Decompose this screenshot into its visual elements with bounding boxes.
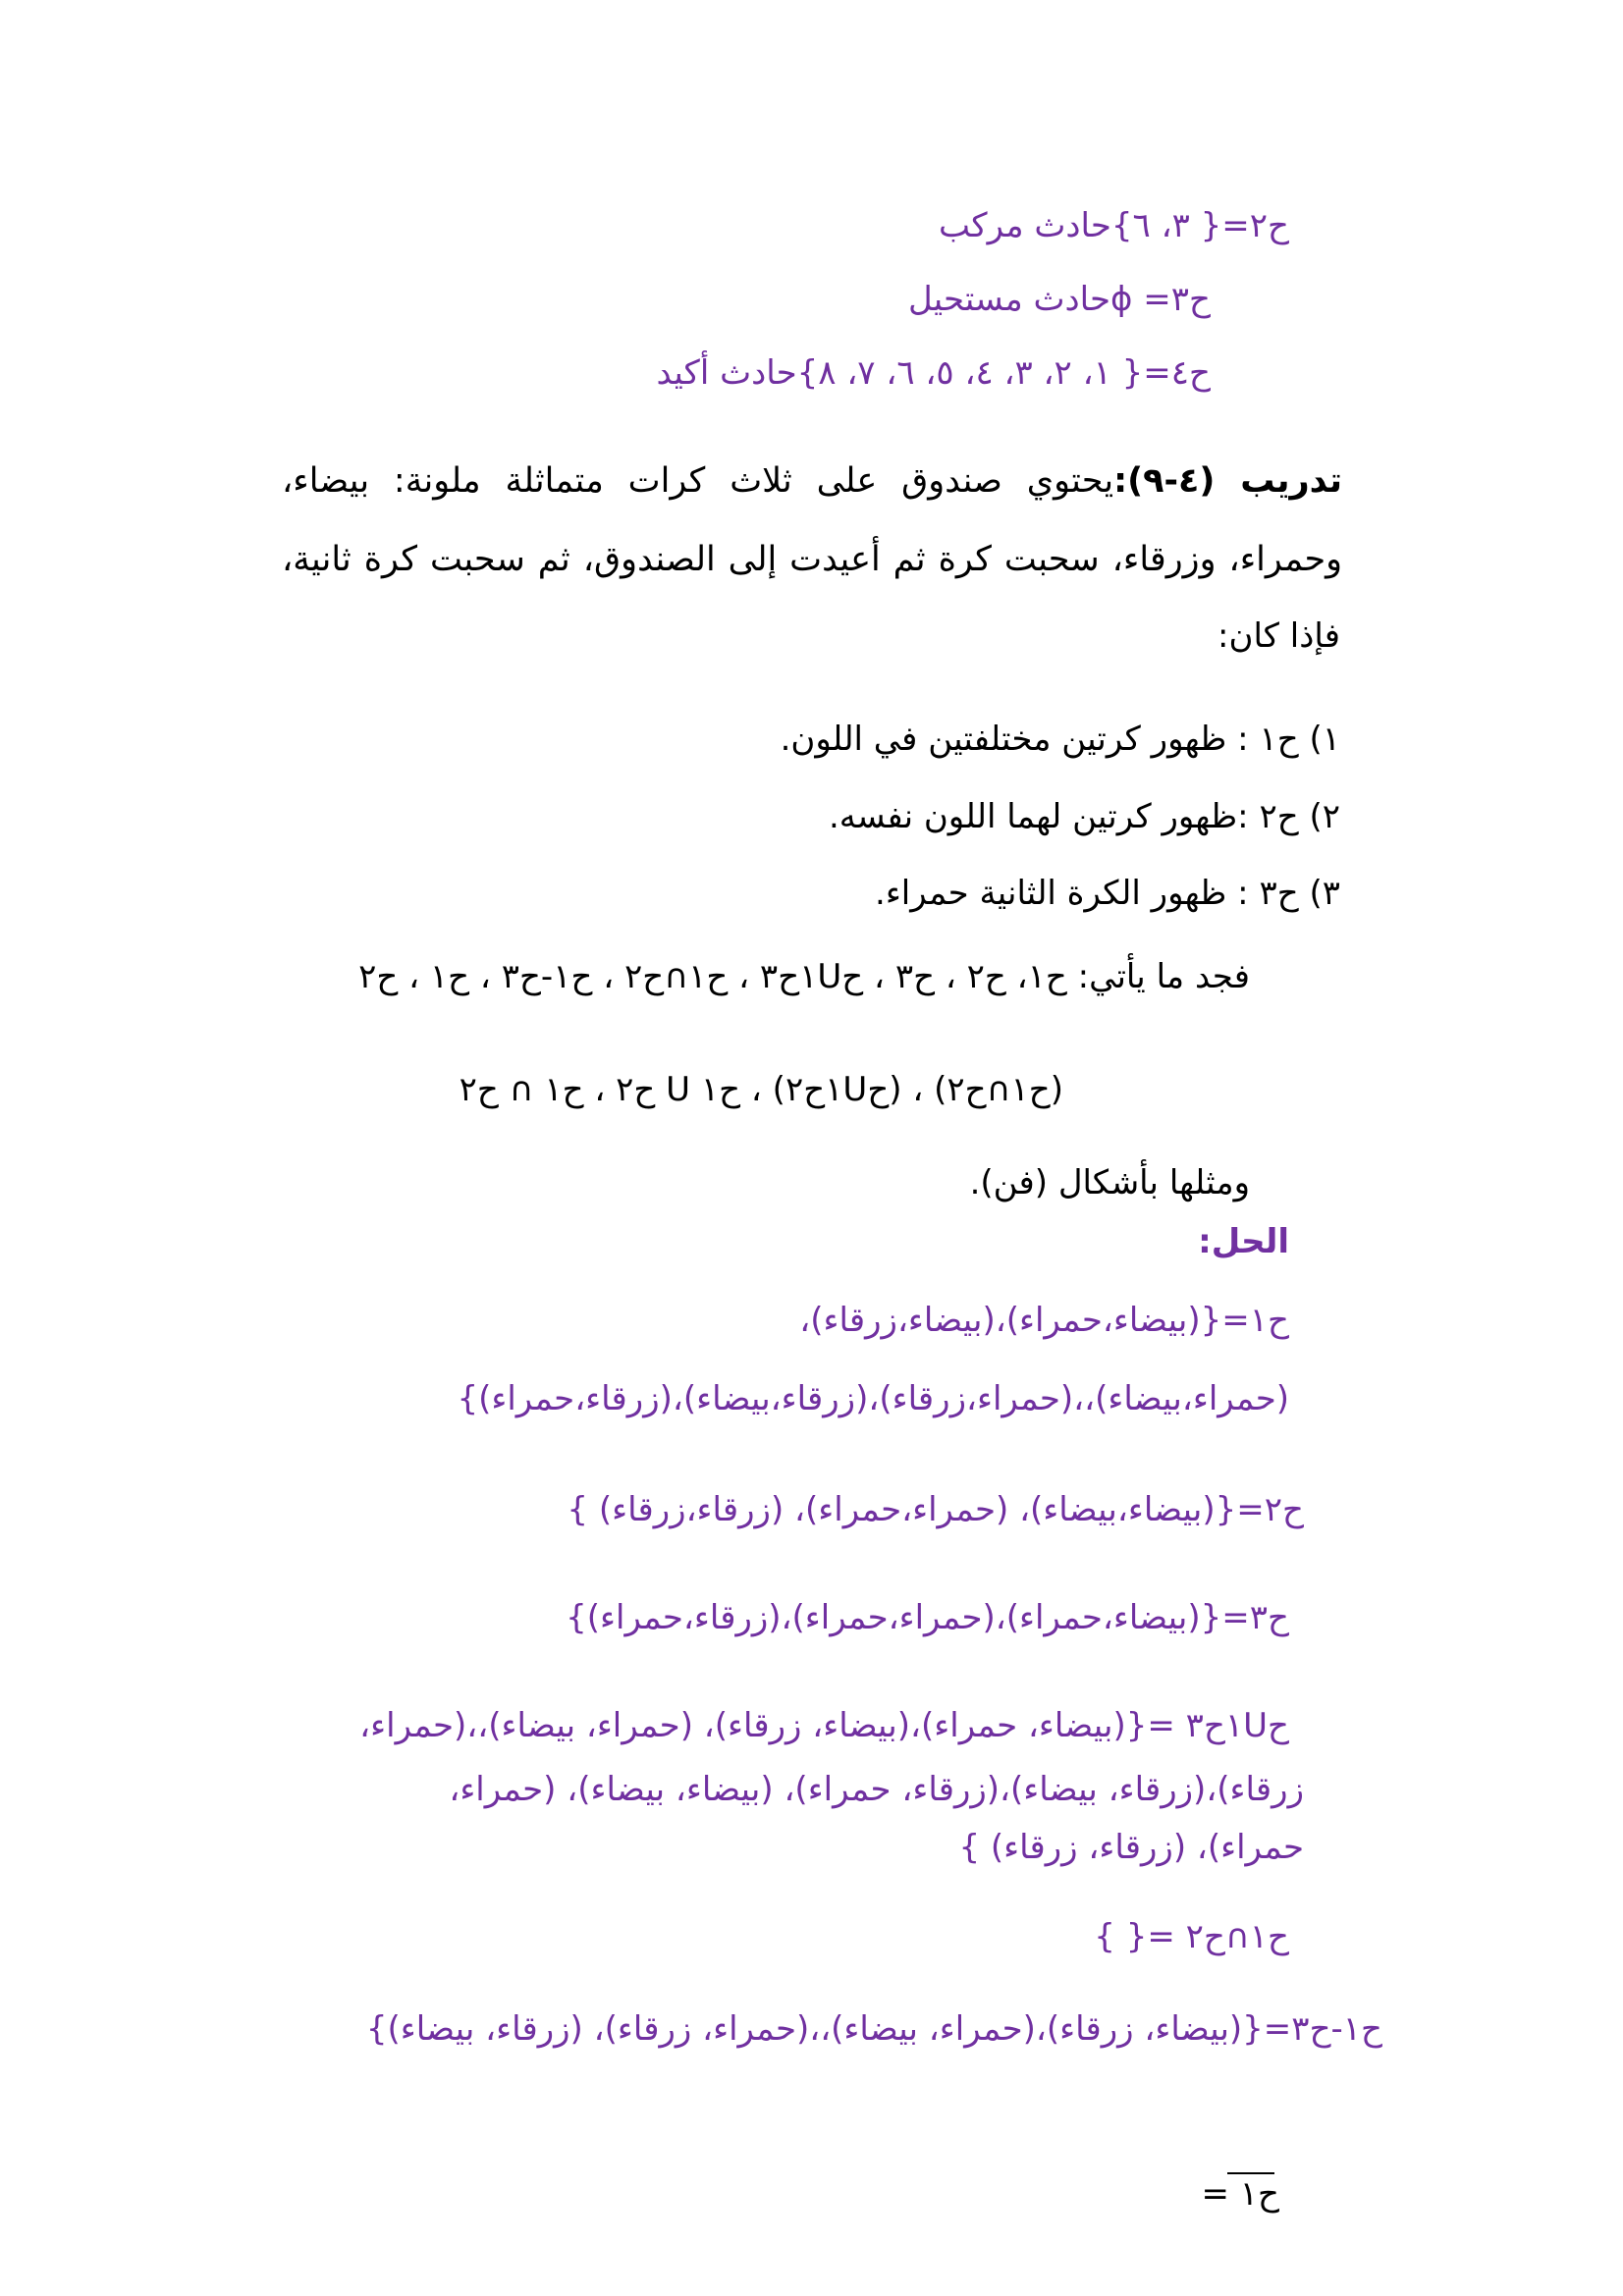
- solution-e1-line-1: ح١={(بيضاء،حمراء)،(بيضاء،زرقاء)،: [799, 1301, 1289, 1340]
- find-line-1: فجد ما يأتي: ح١، ح٢ ، ح٣ ، ح١Uح٣ ، ح١∩ح٢ ، ح١-ح٣ ، ح١ ، ح٢: [358, 957, 1250, 996]
- exercise-line-2: وحمراء، وزرقاء، سحبت كرة ثم أعيدت إلى الصندوق، ثم سحبت كرة ثانية،: [282, 540, 1342, 579]
- exercise-item-3: ٣) ح٣ : ظهور الكرة الثانية حمراء.: [875, 874, 1340, 913]
- solution-union-line-2: زرقاء)،(زرقاء، بيضاء)،(زرقاء، حمراء)، (بيضاء، بيضاء)، (حمراء،: [449, 1770, 1304, 1809]
- event-e3: ح٣= ɸحادث مستحيل: [907, 280, 1211, 319]
- venn-instruction: ومثلها بأشكال (فن).: [969, 1163, 1250, 1202]
- exercise-line-3: فإذا كان:: [1217, 616, 1340, 656]
- exercise-text-1: يحتوي صندوق على ثلاث كرات متماثلة ملونة: بيضاء،: [282, 461, 1114, 501]
- exercise-title: تدريب (٤-٩):: [1113, 461, 1342, 501]
- solution-e2: ح٢={(بيضاء،بيضاء)، (حمراء،حمراء)، (زرقاء،زرقاء) }: [567, 1490, 1304, 1529]
- solution-e1-line-2: (حمراء،بيضاء)،،(حمراء،زرقاء)،(زرقاء،بيضاء)،(زرقاء،حمراء)}: [457, 1379, 1289, 1418]
- event-e4: ح٤={ ١، ٢، ٣، ٤، ٥، ٦، ٧، ٨}حادث أكيد: [656, 353, 1211, 393]
- solution-e3: ح٣={(بيضاء،حمراء)،(حمراء،حمراء)،(زرقاء،حمراء)}: [566, 1598, 1289, 1637]
- event-e2: ح٢={ ٣، ٦}حادث مركب: [939, 206, 1289, 245]
- exercise-item-1: ١) ح١ : ظهور كرتين مختلفتين في اللون.: [780, 720, 1340, 759]
- complement-overline: [1227, 2172, 1274, 2174]
- solution-complement: ح١ =: [1201, 2174, 1279, 2214]
- exercise-line-1: [282, 461, 1342, 501]
- exercise-item-2: ٢) ح٢ :ظهور كرتين لهما اللون نفسه.: [829, 797, 1340, 836]
- solution-union-line-1: ح١Uح٣ ={(بيضاء، حمراء)،(بيضاء، زرقاء)، (حمراء، بيضاء)،،(حمراء،: [359, 1706, 1289, 1745]
- solution-difference: ح١-ح٣={(بيضاء، زرقاء)،(حمراء، بيضاء)،،(حمراء، زرقاء)، (زرقاء، بيضاء)}: [365, 2009, 1382, 2049]
- solution-title: الحل:: [1198, 1222, 1289, 1261]
- solution-intersection: ح١∩ح٢ ={ }: [1094, 1917, 1289, 1956]
- find-line-2: (ح١∩ح٢) ، (ح١Uح٢) ، ح١ U ح٢ ، ح١ ∩ ح٢: [459, 1070, 1063, 1109]
- solution-union-line-3: حمراء)، (زرقاء، زرقاء) }: [958, 1828, 1304, 1867]
